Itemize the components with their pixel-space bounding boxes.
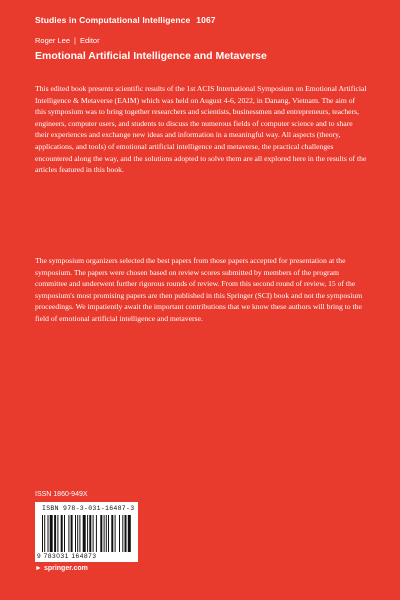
description-paragraph-1: This edited book presents scientific results of the 1st ACIS International Symposium on Emotional Artificial Intelligence & Metaverse (EAIM) which was held on August 4-6, 2022, in Danang, Vietnam. The aim of this symposium was to bring together researchers and scientists, businessmen and entrepreneurs, teachers, engineers, computer users, and students to discuss the numerous fields of computer science and to share their experiences and exchange new ideas and information in a meaningful way. All aspects (theory, applications, and tools) of emotional artificial intelligence and metaverse, the practical challenges encountered along the way, and the solutions adopted to solve them are all explored here in the results of the articles featured in this book. — [35, 84, 367, 175]
issn-label: ISSN 1860-949X — [35, 491, 88, 498]
publisher-link[interactable] — [35, 565, 88, 572]
publisher-site: springer.com — [43, 565, 88, 572]
isbn-label: ISBN 978-3-031-16487-3 — [42, 505, 135, 512]
editor-name: Roger Lee — [35, 36, 71, 45]
series-name: Studies in Computational Intelligence — [35, 15, 191, 25]
book-title: Emotional Artificial Intelligence and Metaverse — [35, 50, 267, 62]
description-paragraph-2: The symposium organizers selected the best papers from those papers accepted for presentation at the symposium. The papers were chosen based on review scores submitted by members of the program committee and underwent further rigorous rounds of review. From this second round of review, 15 of the symposium's most promising papers are then published in this Springer (SCI) book and not the symposium proceedings. We impatiently await the important contributions that we know these authors will bring to the field of emotional artificial intelligence and metaverse. — [35, 256, 363, 323]
barcode-digits: 9 783031 164873 — [37, 553, 97, 560]
arrow-icon: ► — [35, 565, 42, 572]
barcode-bars — [42, 515, 131, 552]
editor-role: Editor — [79, 36, 100, 45]
editor-line — [35, 36, 100, 45]
editor-separator: | — [74, 36, 76, 45]
series-line — [35, 15, 216, 25]
barcode — [35, 502, 138, 562]
series-volume: 1067 — [196, 15, 216, 25]
